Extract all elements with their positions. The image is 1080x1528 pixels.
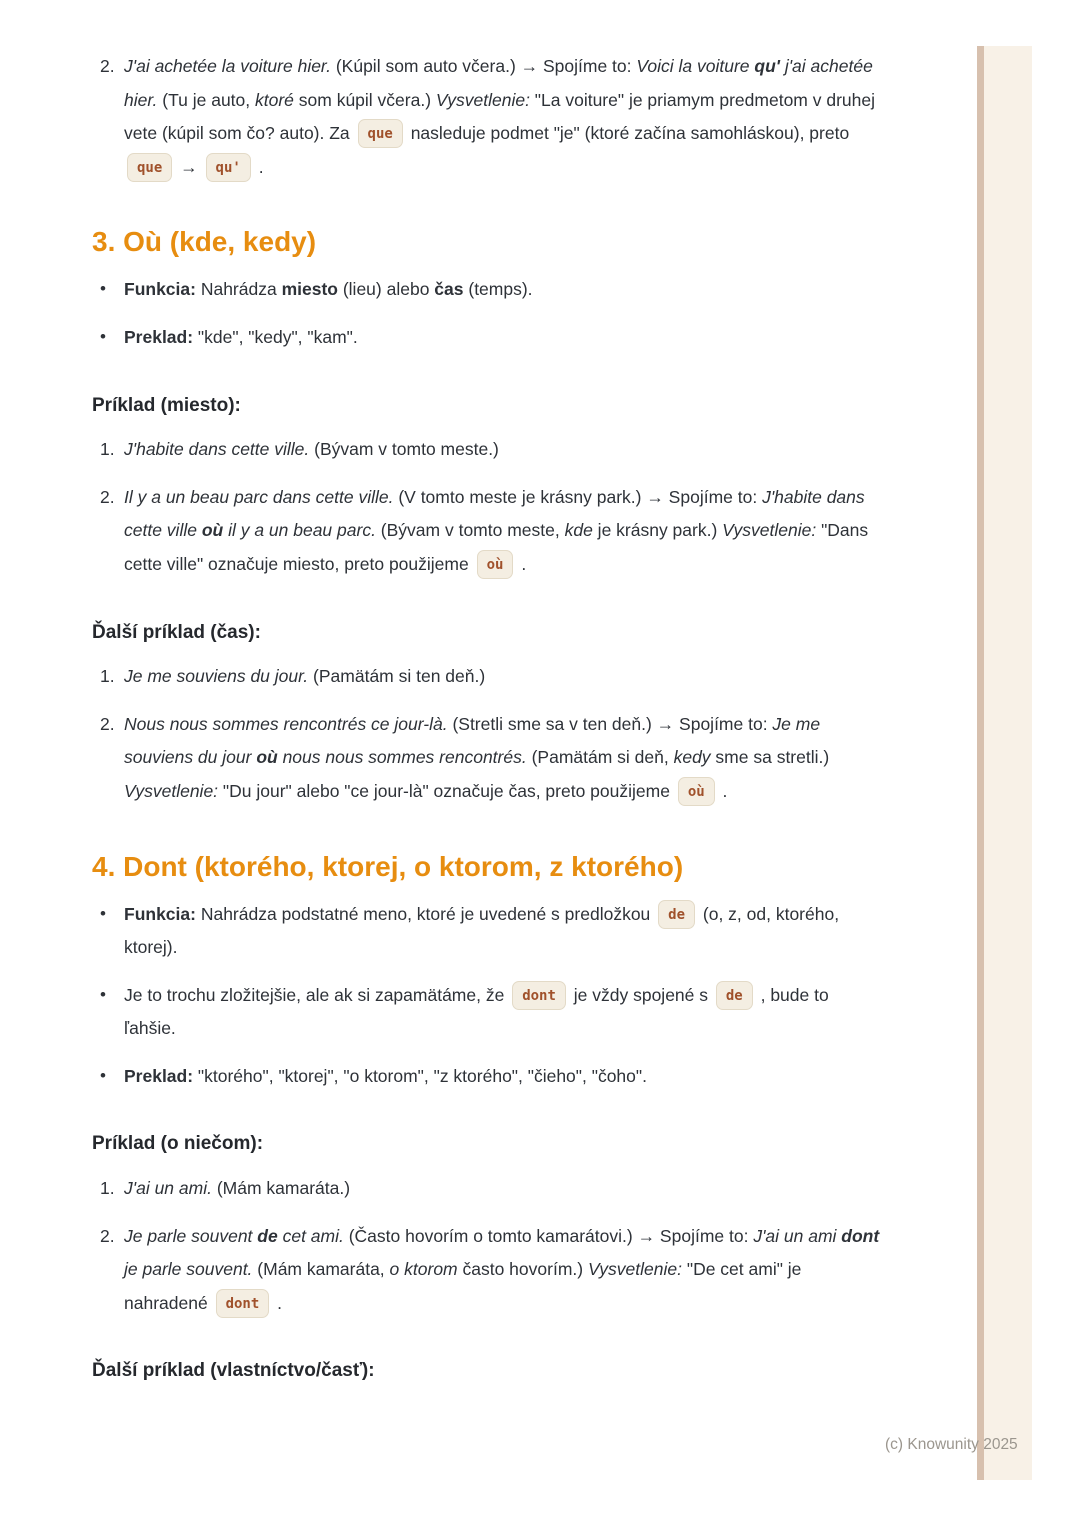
list-number: 2.: [100, 713, 115, 734]
text-segment: Je me souviens du jour: [124, 713, 821, 768]
text-segment: .: [717, 780, 728, 801]
text-segment: Je parle souvent: [124, 1225, 258, 1246]
text-segment: Nahrádza podstatné meno, ktoré je uvedené s predložkou: [195, 903, 656, 924]
text-segment: où: [201, 520, 224, 541]
text-segment: som kúpil včera.): [293, 89, 436, 110]
page-edge-strip: [977, 46, 1032, 1480]
text-segment: (Pamätám si deň,: [526, 747, 674, 768]
text-segment: Voici la voiture: [636, 56, 755, 76]
text-segment: miesto: [281, 279, 338, 300]
bullet-list-item: [92, 321, 884, 355]
document-body: [92, 36, 884, 1395]
text-segment: Nous nous sommes rencontrés ce jour-là.: [124, 713, 448, 734]
text-segment: (temps).: [463, 279, 533, 300]
text-segment: →: [175, 156, 203, 177]
text-segment: (lieu) alebo: [337, 279, 435, 300]
code-chip: dont: [216, 1289, 270, 1318]
text-segment: Vysvetlenie:: [435, 89, 530, 110]
footer-credit: (c) Knowunity 2025: [885, 1436, 1018, 1453]
text-segment: Preklad:: [124, 1065, 194, 1086]
subsection-heading: Príklad (o niečom):: [92, 1133, 264, 1155]
text-segment: (Stretli sme sa v ten deň.) → Spojíme to:: [447, 713, 773, 734]
text-segment: .: [253, 156, 264, 177]
code-chip: que: [127, 153, 172, 182]
text-segment: qu': [754, 56, 780, 76]
text-segment: (Bývam v tomto meste,: [375, 520, 565, 541]
numbered-list-item: [92, 481, 884, 582]
text-segment: kedy: [673, 747, 711, 768]
text-segment: je krásny park.): [592, 520, 723, 541]
text-segment: Vysvetlenie:: [722, 520, 817, 541]
text-segment: je parle souvent.: [124, 1259, 253, 1280]
code-chip: qu': [206, 153, 251, 182]
bullet-list-item: [92, 898, 884, 965]
text-segment: il y a un beau parc.: [223, 520, 376, 541]
numbered-list-item: [92, 708, 884, 809]
text-segment: kde: [564, 520, 593, 541]
list-number: 1.: [100, 1178, 115, 1199]
text-segment: j'ai achetée hier.: [124, 56, 873, 110]
section-heading: 4. Dont (ktorého, ktorej, o ktorom, z ktorého): [92, 850, 684, 882]
code-chip: de: [658, 900, 695, 929]
bullet-icon: •: [100, 326, 106, 346]
list-item-text: [124, 1172, 884, 1206]
text-segment: (V tomto meste je krásny park.) → Spojíme to:: [393, 486, 763, 507]
text-segment: .: [272, 1292, 283, 1313]
text-segment: "La voiture" je priamym predmetom v druhej vete (kúpil som čo? auto). Za: [124, 89, 875, 144]
section-heading: 3. Où (kde, kedy): [92, 226, 317, 258]
text-segment: Nahrádza: [195, 279, 282, 300]
text-segment: nous nous sommes rencontrés.: [277, 747, 527, 768]
code-chip: où: [678, 777, 715, 806]
text-segment: J'habite dans cette ville.: [124, 439, 310, 460]
text-segment: "ktorého", "ktorej", "o ktorom", "z ktorého", "čieho", "čoho".: [193, 1065, 647, 1086]
text-segment: čas: [434, 279, 464, 300]
numbered-list-item: [92, 1220, 884, 1321]
text-segment: (Kúpil som auto včera.) → Spojíme to:: [330, 56, 637, 76]
list-item-text: [124, 1220, 884, 1321]
text-segment: (Často hovorím o tomto kamarátovi.) → Spojíme to:: [343, 1225, 754, 1246]
text-segment: dont: [841, 1225, 880, 1246]
bullet-list-item: [92, 979, 884, 1046]
bullet-list-item: [92, 273, 884, 307]
bullet-icon: •: [100, 903, 106, 923]
code-chip: que: [358, 119, 403, 148]
text-segment: (Tu je auto,: [157, 89, 255, 110]
list-item-text: [124, 433, 884, 467]
text-segment: ktoré: [255, 89, 294, 110]
code-chip: dont: [512, 981, 566, 1010]
text-segment: J'ai un ami: [753, 1225, 842, 1246]
text-segment: J'ai achetée la voiture hier.: [124, 56, 331, 76]
text-segment: (Mám kamaráta,: [252, 1259, 390, 1280]
code-chip: de: [716, 981, 753, 1010]
text-segment: "Dans cette ville" označuje miesto, preto použijeme: [124, 520, 869, 574]
text-segment: J'habite dans cette ville: [124, 486, 865, 541]
list-item-text: [124, 898, 884, 965]
text-segment: (Bývam v tomto meste.): [309, 439, 499, 460]
list-item-text: [124, 660, 884, 694]
text-segment: nasleduje podmet "je" (ktoré začína samohláskou), preto: [405, 123, 850, 144]
list-number: 1.: [100, 439, 115, 460]
text-segment: Vysvetlenie:: [124, 780, 219, 801]
text-segment: (o, z, od, ktorého, ktorej).: [124, 903, 840, 958]
text-segment: Je to trochu zložitejšie, ale ak si zapamätáme, že: [124, 984, 510, 1005]
numbered-list-item: [92, 660, 884, 694]
text-segment: "kde", "kedy", "kam".: [193, 326, 358, 347]
text-segment: "Du jour" alebo "ce jour-là" označuje čas, preto použijeme: [218, 780, 675, 801]
bullet-icon: •: [100, 1065, 106, 1085]
list-item-text: [124, 708, 884, 809]
numbered-list-item: [92, 433, 884, 467]
code-chip: où: [477, 550, 514, 579]
text-segment: (Mám kamaráta.): [211, 1178, 351, 1199]
list-number: 2.: [100, 1225, 115, 1246]
text-segment: Preklad:: [124, 326, 194, 347]
text-segment: où: [256, 747, 278, 768]
text-segment: Funkcia:: [124, 279, 196, 300]
text-segment: Vysvetlenie:: [587, 1259, 682, 1280]
text-segment: Je me souviens du jour.: [124, 666, 309, 687]
text-segment: J'ai un ami.: [124, 1178, 212, 1199]
list-item-text: [124, 50, 884, 184]
bullet-icon: •: [100, 279, 106, 299]
text-segment: .: [516, 553, 527, 574]
list-item-text: [124, 979, 884, 1046]
text-segment: (Pamätám si ten deň.): [308, 666, 486, 687]
text-segment: sme sa stretli.): [710, 747, 830, 768]
list-number: 2.: [100, 56, 115, 76]
text-segment: , bude to ľahšie.: [124, 984, 829, 1039]
list-item-text: [124, 273, 884, 307]
text-segment: "De cet ami" je nahradené: [124, 1259, 802, 1313]
subsection-heading: Príklad (miesto):: [92, 394, 241, 416]
subsection-heading: Ďalší príklad (čas):: [92, 621, 261, 643]
list-item-text: [124, 321, 884, 355]
numbered-list-item: [92, 1172, 884, 1206]
text-segment: Il y a un beau parc dans cette ville.: [124, 486, 394, 507]
list-number: 1.: [100, 666, 115, 687]
text-segment: de: [257, 1225, 278, 1246]
list-item-text: [124, 481, 884, 582]
list-item-text: [124, 1060, 884, 1094]
bullet-icon: •: [100, 984, 106, 1004]
text-segment: často hovorím.): [457, 1259, 588, 1280]
text-segment: je vždy spojené s: [568, 984, 713, 1005]
list-number: 2.: [100, 486, 115, 507]
numbered-list-item: [92, 50, 884, 184]
subsection-heading: Ďalší príklad (vlastníctvo/časť):: [92, 1360, 375, 1382]
text-segment: cet ami.: [277, 1225, 344, 1246]
text-segment: o ktorom: [389, 1259, 458, 1280]
bullet-list-item: [92, 1060, 884, 1094]
text-segment: Funkcia:: [124, 903, 196, 924]
